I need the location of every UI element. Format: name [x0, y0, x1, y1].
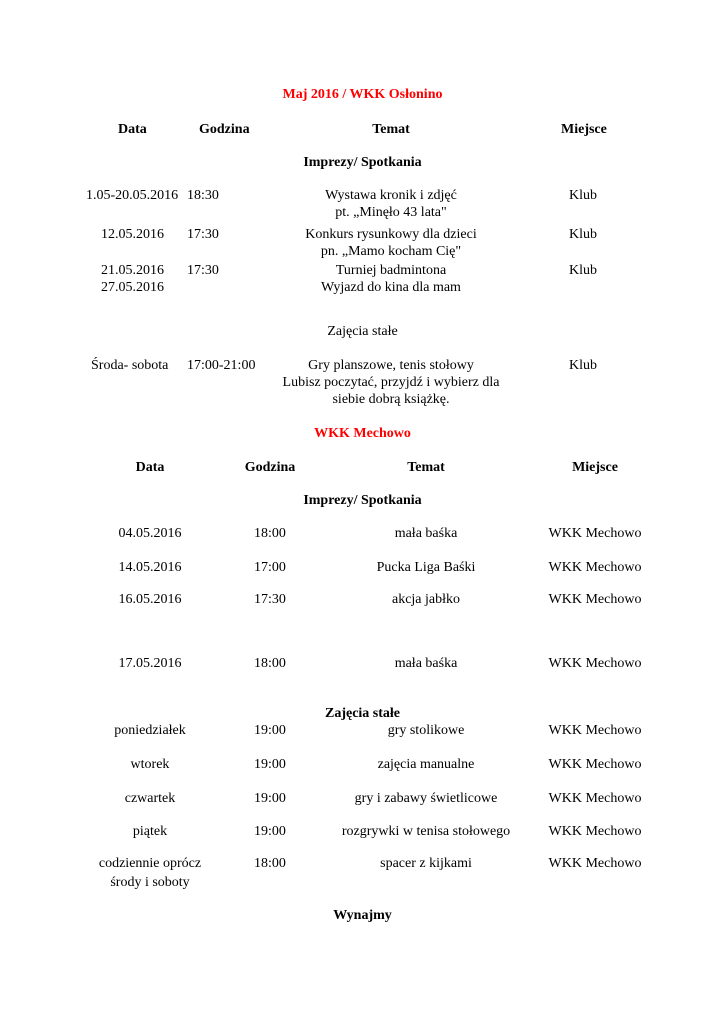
regular-place: WKK Mechowo — [548, 824, 642, 839]
event-date: 17.05.2016 — [118, 656, 182, 671]
event-topic-line: Turniej badmintona — [335, 263, 447, 278]
event-place: WKK Mechowo — [548, 592, 642, 607]
event-place: WKK Mechowo — [548, 560, 642, 575]
event-time: 18:00 — [254, 656, 286, 671]
regular-topic-line: siebie dobrą książkę. — [332, 392, 450, 407]
section1-regular-heading: Zajęcia stałe — [327, 324, 398, 339]
regular-topic: gry i zabawy świetlicowe — [354, 791, 498, 806]
event-time: 17:30 — [187, 227, 219, 242]
event-time: 17:30 — [187, 263, 219, 278]
regular-day: wtorek — [130, 757, 170, 772]
regular-place: Klub — [569, 358, 597, 373]
regular-place: WKK Mechowo — [548, 791, 642, 806]
header-miejsce: Miejsce — [572, 460, 618, 475]
regular-topic: zajęcia manualne — [377, 757, 475, 772]
regular-day: środy i soboty — [110, 875, 190, 890]
section2-rentals-heading: Wynajmy — [333, 908, 392, 923]
section2-title: WKK Mechowo — [314, 426, 411, 441]
section2-events-heading: Imprezy/ Spotkania — [303, 493, 422, 508]
regular-time: 19:00 — [254, 791, 286, 806]
event-topic-line: pn. „Mamo kocham Cię" — [320, 244, 462, 259]
regular-time: 19:00 — [254, 757, 286, 772]
event-place: Klub — [569, 188, 597, 203]
event-topic: mała baśka — [394, 656, 458, 671]
regular-time: 19:00 — [254, 824, 286, 839]
event-place: WKK Mechowo — [548, 656, 642, 671]
section2-regular-heading: Zajęcia stałe — [324, 706, 401, 721]
event-place: Klub — [569, 263, 597, 278]
regular-day: czwartek — [124, 791, 176, 806]
regular-topic: spacer z kijkami — [380, 856, 472, 871]
section1-events-heading: Imprezy/ Spotkania — [303, 155, 422, 170]
event-topic: mała baśka — [394, 526, 458, 541]
regular-time: 18:00 — [254, 856, 286, 871]
header-godzina: Godzina — [244, 460, 296, 475]
event-date: 1.05-20.05.2016 — [86, 188, 179, 203]
header-data: Data — [135, 460, 165, 475]
event-time: 18:00 — [254, 526, 286, 541]
event-place: Klub — [569, 227, 597, 242]
header-data: Data — [118, 122, 147, 137]
regular-time: 17:00-21:00 — [187, 358, 256, 373]
event-topic-line: Konkurs rysunkowy dla dzieci — [305, 227, 477, 242]
event-time: 17:30 — [254, 592, 286, 607]
event-date: 27.05.2016 — [101, 280, 164, 295]
regular-day: piątek — [132, 824, 168, 839]
event-date: 21.05.2016 — [101, 263, 164, 278]
regular-topic-line: Gry planszowe, tenis stołowy — [308, 358, 474, 373]
regular-place: WKK Mechowo — [548, 723, 642, 738]
header-temat: Temat — [372, 122, 410, 137]
event-time: 18:30 — [187, 188, 219, 203]
regular-topic: gry stolikowe — [387, 723, 465, 738]
regular-place: WKK Mechowo — [548, 757, 642, 772]
event-topic: Pucka Liga Baśki — [376, 560, 476, 575]
regular-day: poniedziałek — [114, 723, 186, 738]
section1-title: Maj 2016 / WKK Osłonino — [282, 87, 443, 102]
event-place: WKK Mechowo — [548, 526, 642, 541]
regular-topic-line: Lubisz poczytać, przyjdź i wybierz dla — [282, 375, 500, 390]
event-topic-line: Wystawa kronik i zdjęć — [325, 188, 457, 203]
regular-place: WKK Mechowo — [548, 856, 642, 871]
regular-day: codziennie oprócz — [98, 856, 202, 871]
event-time: 17:00 — [254, 560, 286, 575]
event-date: 12.05.2016 — [101, 227, 164, 242]
header-temat: Temat — [407, 460, 445, 475]
regular-day: Środa- sobota — [91, 358, 169, 373]
event-topic-line: Wyjazd do kina dla mam — [321, 280, 461, 295]
event-topic-line: pt. „Minęło 43 lata" — [335, 205, 447, 220]
event-date: 16.05.2016 — [118, 592, 182, 607]
event-date: 14.05.2016 — [118, 560, 182, 575]
header-godzina: Godzina — [199, 122, 250, 137]
regular-topic: rozgrywki w tenisa stołowego — [341, 824, 511, 839]
event-date: 04.05.2016 — [118, 526, 182, 541]
regular-time: 19:00 — [254, 723, 286, 738]
event-topic: akcja jabłko — [391, 592, 461, 607]
header-miejsce: Miejsce — [561, 122, 607, 137]
